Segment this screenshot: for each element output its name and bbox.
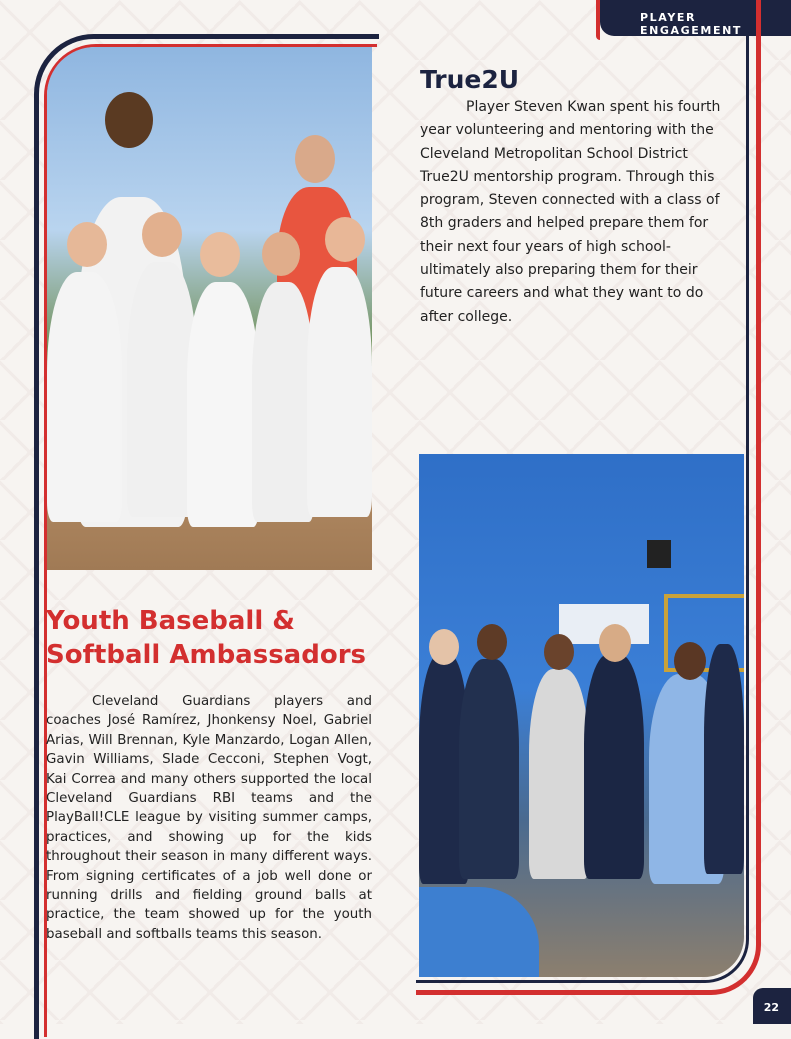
true2u-title: True2U	[420, 64, 520, 94]
section-label: PLAYER ENGAGEMENT	[640, 11, 742, 37]
photo-true2u-group	[419, 454, 744, 977]
photo-youth-baseball	[47, 47, 372, 570]
true2u-body: Player Steven Kwan spent his fourth year volunteering and mentoring with the Cleveland Metropolitan School District True2U mentorship program. Through this program, Steven connected with a class of 8th graders and helped prepare them for their next four years of high school- ultimately also preparing them for their future careers and what they want to do after college.	[420, 99, 721, 325]
speaker-icon	[647, 540, 671, 568]
page-number: 22	[763, 1001, 779, 1014]
youth-body: Cleveland Guardians players and coaches José Ramírez, Jhonkensy Noel, Gabriel Arias, Will Brennan, Kyle Manzardo, Logan Allen, Gavin Williams, Slade Cecconi, Stephen Vogt, Kai Correa and many others supported the local Cleveland Guardians RBI teams and the PlayBall!CLE league by visiting summer camps, practices, and showing up for the kids throughout their season in many different ways. From signing certificates of a job well done or running drills and fielding ground balls at practice, the team showed up for the youth baseball and softballs teams this season.	[46, 694, 372, 942]
youth-title: Youth Baseball & Softball Ambassadors	[46, 606, 366, 670]
